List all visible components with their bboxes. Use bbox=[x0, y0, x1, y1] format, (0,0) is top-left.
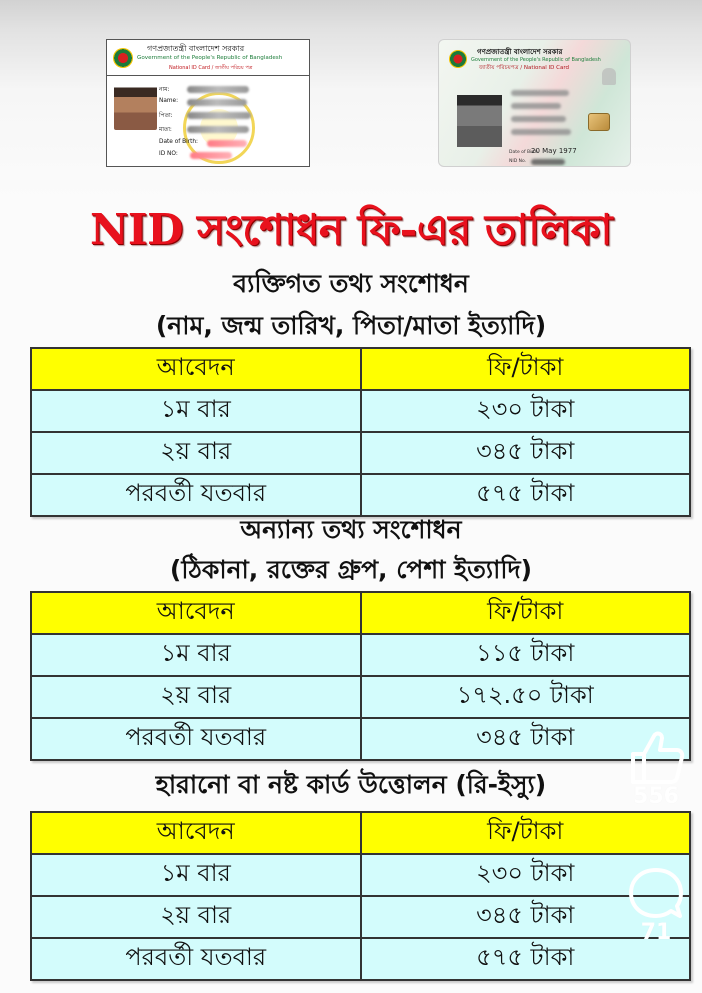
fee-cell: ৩৪৫ টাকা bbox=[361, 896, 691, 938]
redacted-value bbox=[187, 112, 251, 119]
fee-cell: ২৩০ টাকা bbox=[361, 390, 691, 432]
redacted-value bbox=[187, 99, 247, 106]
field-dob: Date of Birth: bbox=[159, 139, 198, 145]
application-cell: পরবর্তী যতবার bbox=[31, 474, 361, 516]
table-row bbox=[31, 634, 690, 676]
table-header-row bbox=[31, 348, 690, 390]
field-father: পিতা: bbox=[159, 113, 173, 119]
card-photo bbox=[457, 95, 502, 147]
column-header-fee: ফি/টাকা bbox=[361, 812, 691, 854]
application-cell: ২য় বার bbox=[31, 896, 361, 938]
column-header-fee: ফি/টাকা bbox=[361, 348, 691, 390]
like-button[interactable] bbox=[624, 730, 688, 808]
card-label: জাতীয় পরিচয়পত্র / National ID Card bbox=[479, 65, 570, 71]
card-gov-bn: গণপ্রজাতন্ত্রী বাংলাদেশ সরকার bbox=[477, 48, 563, 56]
application-cell: পরবর্তী যতবার bbox=[31, 938, 361, 980]
field-name-en: Name: bbox=[159, 98, 179, 104]
sim-chip-icon bbox=[588, 113, 610, 131]
bangladesh-emblem-icon bbox=[449, 50, 467, 68]
redacted-value bbox=[511, 116, 566, 122]
dob-label: Date of Birth bbox=[509, 150, 538, 155]
section-1-heading: ব্যক্তিগত তথ্য সংশোধন bbox=[233, 269, 469, 298]
section-3-heading: হারানো বা নষ্ট কার্ড উত্তোলন (রি-ইস্যু) bbox=[155, 770, 547, 799]
application-cell: ১ম বার bbox=[31, 634, 361, 676]
dob-value: 20 May 1977 bbox=[531, 147, 577, 155]
fee-table-reissue bbox=[30, 811, 691, 981]
comment-count: 71 bbox=[640, 920, 672, 945]
application-cell: ১ম বার bbox=[31, 390, 361, 432]
table-header-row bbox=[31, 812, 690, 854]
table-row bbox=[31, 938, 690, 980]
section-1-subheading: (নাম, জন্ম তারিখ, পিতা/মাতা ইত্যাদি) bbox=[155, 311, 547, 340]
redacted-value bbox=[531, 159, 565, 165]
redacted-value bbox=[207, 140, 247, 147]
section-2-heading: অন্যান্য তথ্য সংশোধন bbox=[240, 515, 462, 544]
card-gov-en: Government of the People's Republic of Bangladesh bbox=[471, 57, 601, 63]
fee-cell: ১১৫ টাকা bbox=[361, 634, 691, 676]
fee-table-other bbox=[30, 591, 691, 761]
table-row bbox=[31, 432, 690, 474]
table-row bbox=[31, 718, 690, 760]
ghost-photo bbox=[602, 68, 616, 85]
fee-cell: ৫৭৫ টাকা bbox=[361, 474, 691, 516]
nid-label: NID No. bbox=[509, 159, 527, 164]
application-cell: পরবর্তী যতবার bbox=[31, 718, 361, 760]
fee-cell: ২৩০ টাকা bbox=[361, 854, 691, 896]
table-header-row bbox=[31, 592, 690, 634]
fee-cell: ৫৭৫ টাকা bbox=[361, 938, 691, 980]
table-row bbox=[31, 390, 690, 432]
old-nid-card-image bbox=[106, 39, 310, 167]
like-count: 556 bbox=[633, 784, 679, 809]
smart-nid-card-image bbox=[438, 39, 631, 167]
card-photo bbox=[114, 84, 157, 130]
application-cell: ২য় বার bbox=[31, 432, 361, 474]
card-header bbox=[107, 40, 309, 76]
fee-cell: ৩৪৫ টাকা bbox=[361, 718, 691, 760]
table-row bbox=[31, 896, 690, 938]
redacted-value bbox=[511, 103, 561, 109]
section-2-subheading: (ঠিকানা, রক্তের গ্রুপ, পেশা ইত্যাদি) bbox=[169, 555, 533, 584]
comment-bubble-icon bbox=[626, 866, 686, 922]
redacted-value bbox=[187, 86, 249, 93]
card-gov-bn: গণপ্রজাতন্ত্রী বাংলাদেশ সরকার bbox=[147, 44, 245, 53]
column-header-fee: ফি/টাকা bbox=[361, 592, 691, 634]
fee-cell: ৩৪৫ টাকা bbox=[361, 432, 691, 474]
column-header-application: আবেদন bbox=[31, 812, 361, 854]
redacted-value bbox=[511, 129, 571, 135]
field-id-no: ID NO: bbox=[159, 151, 178, 157]
fee-cell: ১৭২.৫০ টাকা bbox=[361, 676, 691, 718]
table-row bbox=[31, 854, 690, 896]
redacted-value bbox=[511, 90, 569, 96]
column-header-application: আবেদন bbox=[31, 348, 361, 390]
column-header-application: আবেদন bbox=[31, 592, 361, 634]
bangladesh-emblem-icon bbox=[113, 48, 133, 68]
redacted-value bbox=[190, 152, 232, 159]
card-label: National ID Card / জাতীয় পরিচয় পত্র bbox=[169, 65, 253, 71]
redacted-value bbox=[187, 126, 249, 133]
card-gov-en: Government of the People's Republic of Bangladesh bbox=[137, 55, 283, 61]
field-name-bn: নাম: bbox=[159, 87, 170, 93]
thumbs-up-icon bbox=[627, 730, 685, 786]
field-mother: মাতা: bbox=[159, 127, 172, 133]
fee-table-personal bbox=[30, 347, 691, 517]
table-row bbox=[31, 676, 690, 718]
comment-button[interactable] bbox=[624, 866, 688, 944]
application-cell: ২য় বার bbox=[31, 676, 361, 718]
application-cell: ১ম বার bbox=[31, 854, 361, 896]
page-title: NID সংশোধন ফি-এর তালিকা bbox=[90, 205, 612, 254]
